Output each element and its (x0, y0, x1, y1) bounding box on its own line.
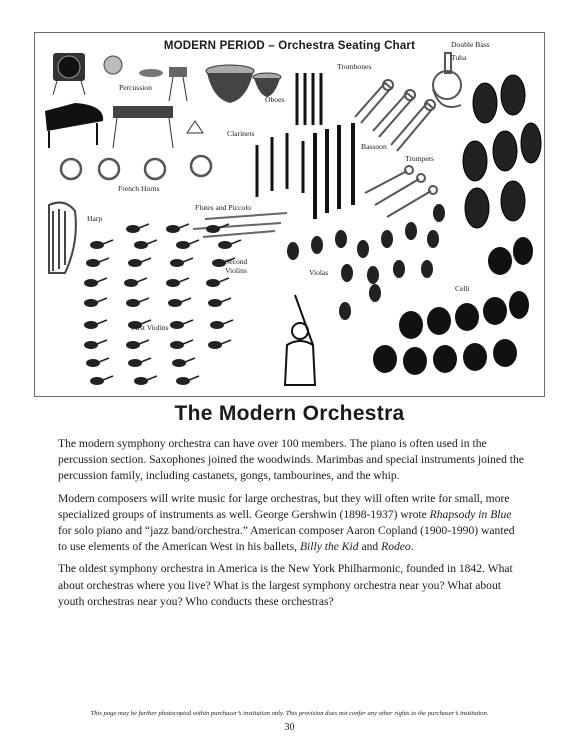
label-trumpets: Trumpets (405, 154, 434, 163)
violin-glyph (126, 299, 140, 307)
label-french-horns: French Horns (118, 184, 160, 193)
label-double-bass: Double Bass (451, 40, 490, 49)
violin-glyph (126, 225, 140, 233)
label-celli: Celli (455, 284, 470, 293)
chart-title: MODERN PERIOD – Orchestra Seating Chart (163, 40, 416, 52)
paragraph-2: Modern composers will write music for large orchestras, but they will often write for small, more specialized groups of instruments as well. George Gershwin (1898-1937) wrote Rhapsody in Blue for solo piano and “jazz band/orchestra.” American composer Aaron Copland (1900-1990) wanted to use elements of the American West in his ballets, Billy the Kid and Rodeo. (58, 491, 515, 554)
violin-neck (231, 240, 241, 244)
violin-glyph (166, 225, 180, 233)
violin-glyph (124, 279, 138, 287)
violin-glyph (86, 259, 100, 267)
trombones-illustration (355, 80, 435, 151)
label-flutes-piccolo: Flutes and Piccolo (195, 203, 252, 212)
marimba-illustration (113, 106, 173, 148)
violin-glyph (172, 359, 186, 367)
violin-glyph (176, 241, 190, 249)
tambourine-illustration (104, 56, 122, 74)
triangle-illustration (187, 121, 203, 133)
label-oboes: Oboes (265, 95, 285, 104)
violin-glyph (84, 279, 98, 287)
flutes-illustration (193, 213, 287, 237)
violin-neck (103, 240, 113, 244)
violin-glyph (168, 299, 182, 307)
violin-neck (181, 298, 191, 302)
violin-neck (97, 340, 107, 344)
violin-glyph (126, 341, 140, 349)
label-tuba: Tuba (451, 53, 467, 62)
label-first-violins: First Violins (131, 323, 169, 332)
label-trombones: Trombones (337, 62, 372, 71)
violin-neck (219, 278, 229, 282)
violin-glyph (176, 377, 190, 385)
violin-neck (137, 278, 147, 282)
violin-neck (147, 376, 157, 380)
trumpets-illustration (365, 166, 437, 217)
violin-neck (141, 358, 151, 362)
violin-glyph (212, 259, 226, 267)
violin-neck (183, 340, 193, 344)
violin-glyph (166, 279, 180, 287)
clarinets-illustration (257, 133, 303, 197)
violin-glyph (170, 341, 184, 349)
violins-illustration (84, 224, 241, 385)
page-number: 30 (284, 722, 295, 733)
harp-illustration (49, 203, 76, 273)
label-second-violins-line2: Violins (225, 266, 247, 275)
violin-glyph (84, 321, 98, 329)
cellos-illustration (373, 237, 533, 375)
violin-glyph (86, 359, 100, 367)
french-horns-illustration (61, 156, 211, 179)
violas-illustration (287, 204, 445, 320)
violin-glyph (208, 341, 222, 349)
piano-illustration (45, 103, 103, 148)
violin-neck (189, 376, 199, 380)
label-violas: Violas (309, 268, 329, 277)
violin-neck (223, 320, 233, 324)
violin-glyph (84, 299, 98, 307)
violin-glyph (134, 377, 148, 385)
violin-glyph (218, 241, 232, 249)
violin-glyph (84, 341, 98, 349)
violin-glyph (134, 241, 148, 249)
violin-glyph (170, 321, 184, 329)
seating-chart (34, 32, 545, 397)
violin-neck (179, 278, 189, 282)
violin-neck (97, 298, 107, 302)
violin-neck (185, 358, 195, 362)
paragraph-1: The modern symphony orchestra can have over 100 members. The piano is often used in the percussion section. Saxophones joined the woodwinds. Marimbas and special instruments joined the percussion family, including castanets, gongs, tambourines, and the whip. (58, 437, 524, 483)
violin-glyph (170, 259, 184, 267)
violin-neck (97, 278, 107, 282)
label-percussion: Percussion (119, 83, 152, 92)
copyright-footer: This page may be further photocopied within purchaser’s institution only. This provision does not confer any other rights to the purchaser’s institution. (90, 710, 489, 717)
violin-glyph (206, 225, 220, 233)
violin-neck (141, 258, 151, 262)
double-basses-illustration (463, 75, 541, 228)
violin-glyph (90, 241, 104, 249)
violin-neck (99, 258, 109, 262)
bass-drum-illustration (53, 53, 85, 95)
body-text (58, 436, 526, 616)
violin-neck (221, 340, 231, 344)
violin-neck (147, 240, 157, 244)
violin-neck (183, 258, 193, 262)
violin-glyph (206, 279, 220, 287)
violin-neck (221, 298, 231, 302)
label-second-violins-line1: Second (225, 257, 248, 266)
violin-neck (139, 224, 149, 228)
label-harp: Harp (87, 214, 103, 223)
violin-neck (183, 320, 193, 324)
violin-neck (189, 240, 199, 244)
bassoons-illustration (315, 123, 353, 219)
violin-neck (139, 298, 149, 302)
conductor-illustration (285, 295, 315, 385)
violin-neck (97, 320, 107, 324)
violin-glyph (128, 259, 142, 267)
violin-glyph (128, 359, 142, 367)
cymbal-illustration (139, 69, 163, 77)
violin-neck (103, 376, 113, 380)
seating-chart-illustration (35, 33, 544, 396)
paragraph-3: The oldest symphony orchestra in America is the New York Philharmonic, founded in 1842. What about orchestras where you live? What is the largest symphony orchestra near you? What about youth orchestras near you? Who conducts these orchestras? (58, 562, 513, 608)
label-clarinets: Clarinets (227, 129, 255, 138)
page-heading: The Modern Orchestra (174, 402, 405, 425)
violin-neck (179, 224, 189, 228)
violin-glyph (90, 377, 104, 385)
violin-neck (99, 358, 109, 362)
violin-neck (139, 340, 149, 344)
violin-glyph (210, 321, 224, 329)
snare-drum-illustration (169, 67, 187, 101)
violin-glyph (208, 299, 222, 307)
label-bassoon: Bassoon (361, 142, 387, 151)
oboes-illustration (297, 73, 321, 125)
